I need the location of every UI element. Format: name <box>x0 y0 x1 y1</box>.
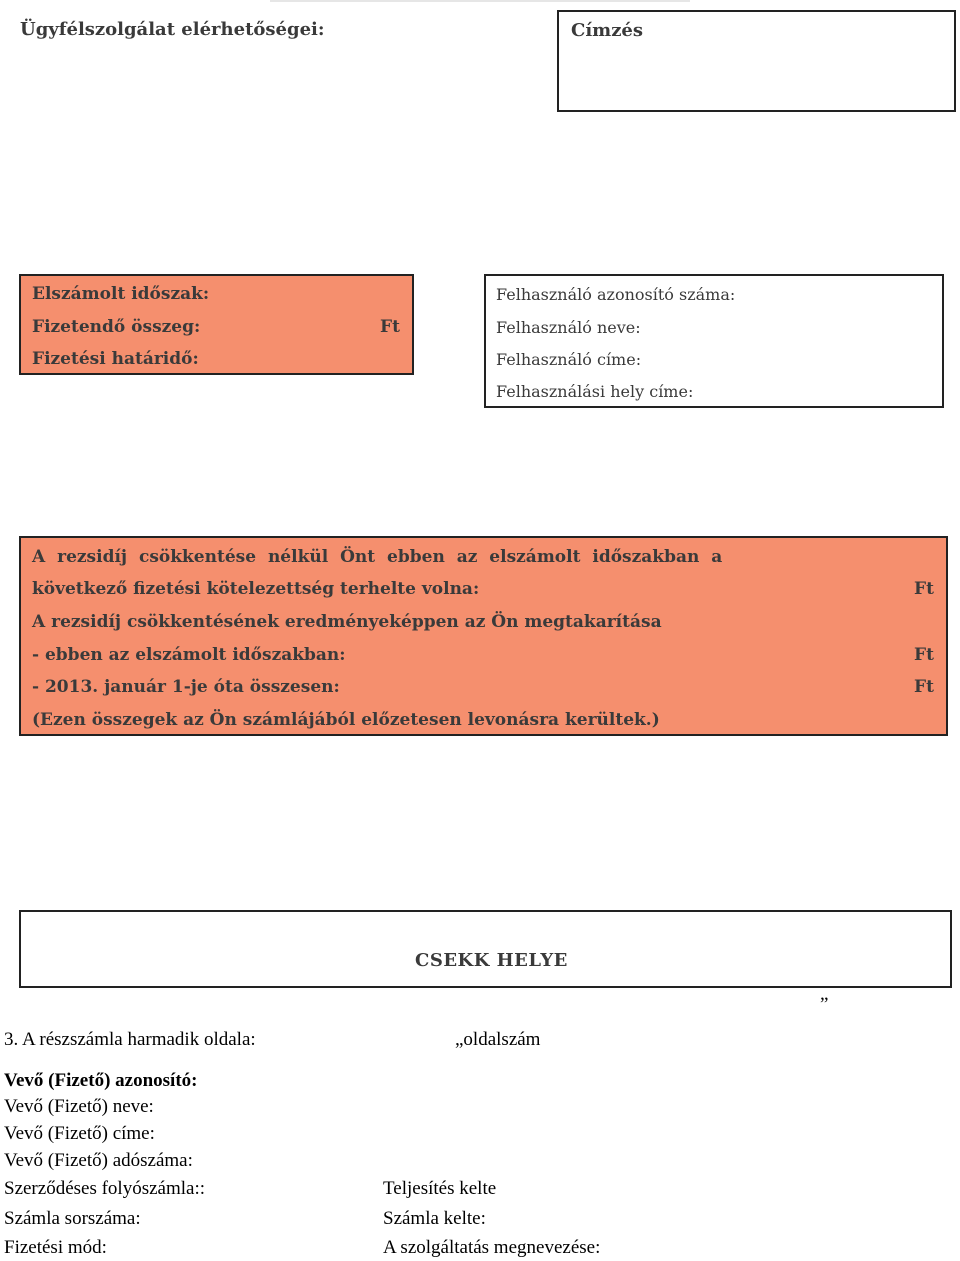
buyer-address-label: Vevő (Fizető) címe: <box>4 1123 155 1144</box>
address-title: Címzés <box>571 20 644 41</box>
payment-deadline-label: Fizetési határidő: <box>32 349 199 369</box>
user-id-label: Felhasználó azonosító száma: <box>496 285 736 304</box>
invoice-number-label: Számla sorszáma: <box>4 1208 141 1229</box>
savings-line-1: A rezsidíj csökkentése nélkül Önt ebben az elszámolt időszakban a <box>32 547 723 567</box>
savings-line-2: következő fizetési kötelezettség terhelte volna: <box>32 579 480 599</box>
closing-quote: ” <box>820 994 829 1015</box>
savings-unit-3: Ft <box>914 677 934 697</box>
check-placeholder-box <box>19 910 952 988</box>
buyer-id-label: Vevő (Fizető) azonosító: <box>4 1070 198 1091</box>
page-number-placeholder: „oldalszám <box>455 1029 541 1050</box>
user-info-box <box>484 274 944 408</box>
invoice-date-label: Számla kelte: <box>383 1208 486 1229</box>
fulfillment-date-label: Teljesítés kelte <box>383 1178 497 1199</box>
service-name-label: A szolgáltatás megnevezése: <box>383 1237 601 1258</box>
customer-service-heading: Ügyfélszolgálat elérhetőségei: <box>20 19 325 40</box>
billing-period-label: Elszámolt időszak: <box>32 284 210 304</box>
amount-due-unit: Ft <box>380 317 400 337</box>
site-address-label: Felhasználási hely címe: <box>496 382 694 401</box>
user-name-label: Felhasználó neve: <box>496 318 641 337</box>
top-rule <box>270 0 690 2</box>
savings-unit-1: Ft <box>914 579 934 599</box>
savings-line-5: - 2013. január 1-je óta összesen: <box>32 677 340 697</box>
page3-heading: 3. A részszámla harmadik oldala: <box>4 1029 256 1050</box>
savings-line-3: A rezsidíj csökkentésének eredményeképpen az Ön megtakarítása <box>32 612 662 632</box>
check-placeholder-label: CSEKK HELYE <box>415 950 568 971</box>
buyer-tax-label: Vevő (Fizető) adószáma: <box>4 1150 193 1171</box>
savings-box <box>19 536 948 736</box>
address-box <box>557 10 956 112</box>
contract-account-label: Szerződéses folyószámla:: <box>4 1178 206 1199</box>
savings-unit-2: Ft <box>914 645 934 665</box>
amount-due-label: Fizetendő összeg: <box>32 317 201 337</box>
buyer-name-label: Vevő (Fizető) neve: <box>4 1096 154 1117</box>
payment-method-label: Fizetési mód: <box>4 1237 107 1258</box>
user-address-label: Felhasználó címe: <box>496 350 642 369</box>
savings-line-4: - ebben az elszámolt időszakban: <box>32 645 346 665</box>
savings-note: (Ezen összegek az Ön számlájából előzetesen levonásra kerültek.) <box>32 710 660 730</box>
billing-summary-box <box>19 274 414 375</box>
